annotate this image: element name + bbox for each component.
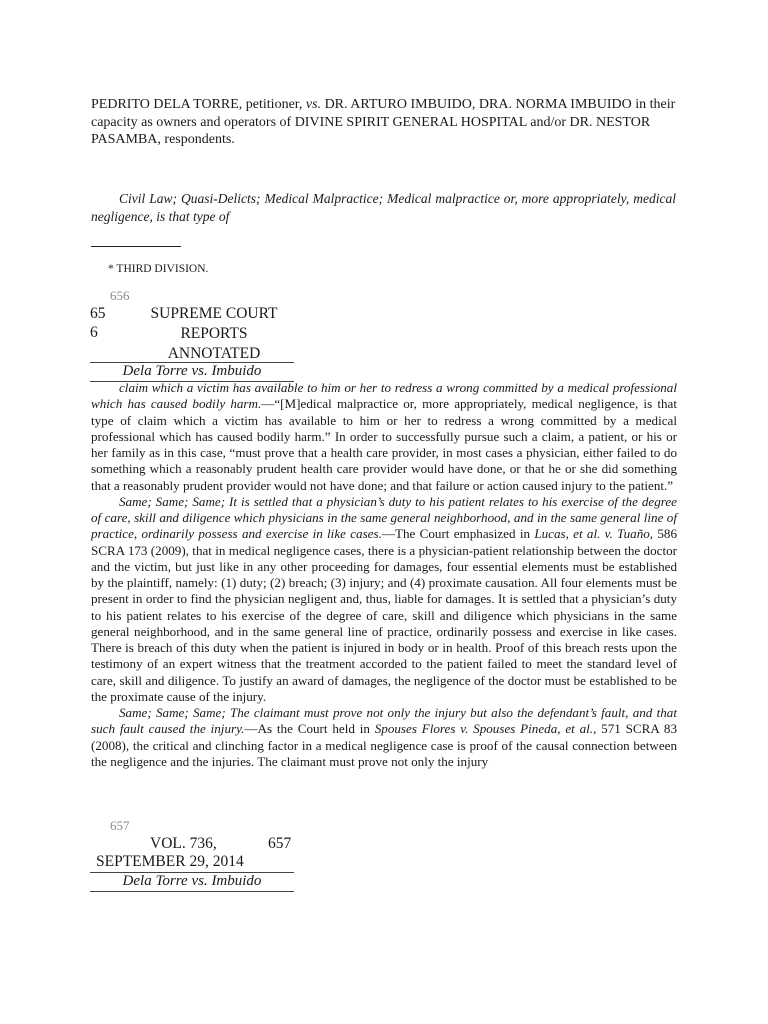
footnote-divider (91, 246, 181, 247)
page-number-right: 657 (268, 835, 292, 852)
reporter-title (140, 304, 288, 364)
syllabus-body (91, 380, 677, 770)
paragraph-3-text-a: —As the Court held in (244, 721, 375, 737)
reporter-title-line2: REPORTS (180, 325, 248, 342)
syllabus-paragraph-3 (91, 705, 677, 770)
decision-date: SEPTEMBER 29, 2014 (96, 853, 244, 870)
paragraph-2-text-a: —The Court emphasized in (381, 526, 535, 542)
paragraph-1-text: —“[M]edical malpractice or, more appropriately, medical negligence, is that type of claim which a victim has available to him or her to redress a wrong committed by a medical professional which has caused bodily harm.” In order to successfully pursue such a claim, a patient, or his or her family as in this case, “must prove that a health care provider, in most cases a physician, either failed to do something which a reasonably prudent health care provider would have done, or that he or she did something that a reasonably prudent provider would not have done; and that failure or action caused injury to the patient.” (91, 396, 677, 493)
syllabus-paragraph-2 (91, 494, 677, 705)
running-head-656: Dela Torre vs. Imbuido (122, 363, 262, 379)
caption-vs: vs. (305, 97, 322, 112)
running-head-657: Dela Torre vs. Imbuido (122, 873, 262, 889)
page-number-656: 656 (110, 288, 130, 303)
reporter-title-line1: SUPREME COURT (150, 305, 278, 322)
reporter-title-line3: ANNOTATED (167, 345, 261, 362)
headnote-1: claim which a victim has available to him or her to redress a wrong committed by a medical professional which has caused bodily harm. (91, 380, 677, 412)
header-rule-657-bottom (90, 891, 294, 892)
headnote-2: Same; Same; Same; It is settled that a physician’s duty to his patient relates to his exercise of the degree of care, skill and diligence which physicians in the same general neighborhood, and in the same general line of practice, ordinarily possess and exercise in like cases. (91, 493, 677, 542)
paragraph-2-text-b: , 586 SCRA 173 (2009), that in medical negligence cases, there is a physician-patient relationship between the doctor and the victim, but just like in any other proceeding for damages, four essential elements must be established by the plaintiff, namely: (1) duty; (2) breach; (3) injury; and (4) proximate causation. All four elements must be present in order to find the physician negligent and, thus, liable for damages. It is settled that a physician’s duty to his patient relates to his exercise of the degree of care, skill and diligence which physicians in the same general neighborhood, and in the same general line of practice, ordinarily possess and exercise in like cases. There is breach of this duty when the patient is injured in body or in health. Proof of this breach rests upon the testimony of an expert witness that the treatment accorded to the patient failed to meet the standard level of care, skill and diligence. To justify an award of damages, the negligence of the doctor must be established to be the proximate cause of the injury. (91, 526, 677, 704)
page-number-657: 657 (110, 818, 130, 833)
volume-number-line1: 65 (90, 305, 106, 322)
headnote-3: Same; Same; Same; The claimant must prove not only the injury but also the defendant’s fault, and that such fault caused the injury. (91, 705, 677, 737)
caption-respondents: DR. ARTURO IMBUIDO, DRA. NORMA IMBUIDO in their capacity as owners and operators of DIVINE SPIRIT GENERAL HOSPITAL and/or DR. NESTOR PASAMBA, respondents. (91, 97, 676, 147)
paragraph-3-text-b: , 571 SCRA 83 (2008), the critical and clinching factor in a medical negligence case is proof of the causal connection between the negligence and the injuries. The claimant must prove not only the injury (91, 721, 677, 769)
footnote: * THIRD DIVISION. (108, 263, 209, 275)
case-citation-flores: Spouses Flores v. Spouses Pineda, et al. (374, 721, 594, 737)
case-caption (91, 96, 691, 149)
syllabus-paragraph-1 (91, 380, 677, 494)
caption-petitioner: PEDRITO DELA TORRE, petitioner, (91, 97, 306, 112)
volume-label: VOL. 736, (150, 835, 217, 852)
case-citation-lucas: Lucas, et al. v. Tuaño (534, 526, 650, 542)
volume-number-line2: 6 (90, 324, 98, 341)
syllabus-intro: Civil Law; Quasi-Delicts; Medical Malpractice; Medical malpractice or, more appropriately, medical negligence, is that type of (91, 191, 676, 224)
